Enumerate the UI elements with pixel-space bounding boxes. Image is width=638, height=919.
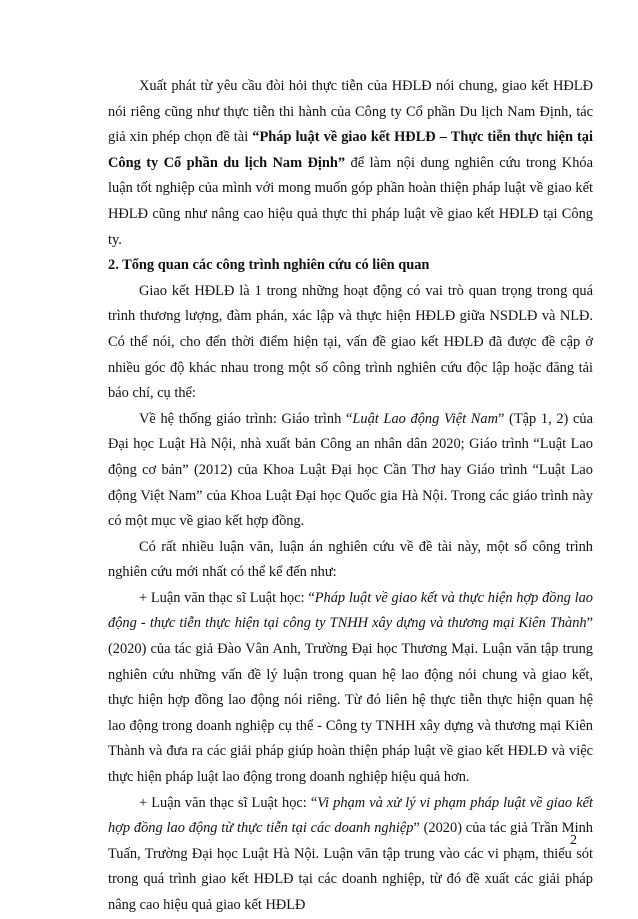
thesis-item-1-desc: ” (2020) của tác giả Đào Vân Anh, Trường Đại học Thương Mại. Luận văn tập trung nghiên cứu những vấn đề lý luận trong quan hệ lao động nói chung và giao kết, thực hiện hợp đồng lao động nói riêng. Từ đó liên hệ thực tiễn thực hiện quan hệ lao động trong doanh nghiệp cụ thể - Công ty TNHH xây dựng và thương mại Kiên Thành và đưa ra các giải pháp giúp hoàn thiện pháp luật về giao kết HĐLĐ và việc thực hiện pháp luật lao động trong doanh nghiệp hiệu quả hơn. bbox=[108, 615, 593, 786]
thesis-list-intro: Có rất nhiều luận văn, luận án nghiên cứu về đề tài này, một số công trình nghiên cứu mới nhất có thể kể đến như: bbox=[108, 538, 593, 581]
overview-paragraph: Giao kết HĐLĐ là 1 trong những hoạt động có vai trò quan trọng trong quá trình thương lượng, đàm phán, xác lập và thực hiện HĐLĐ giữa NSDLĐ và NLĐ. Có thể nói, cho đến thời điểm hiện tại, vấn đề giao kết HĐLĐ đã được đề cập ở nhiều góc độ khác nhau trong một số công trình nghiên cứu độc lập hoặc đăng tải báo chí, cụ thể: bbox=[108, 282, 593, 402]
textbook-title: Luật Lao động Việt Nam bbox=[352, 410, 498, 427]
thesis-title: “Pháp luật về giao kết HĐLĐ – Thực tiễn thực hiện tại Công ty Cổ phần du lịch Nam Định” bbox=[108, 129, 593, 171]
thesis-item-1-lead: + Luận văn thạc sĩ Luật học: “ bbox=[139, 589, 315, 606]
document-page bbox=[108, 74, 593, 919]
thesis-item-2 bbox=[108, 791, 593, 919]
textbook-paragraph bbox=[108, 407, 593, 535]
thesis-item-2-lead: + Luận văn thạc sĩ Luật học: “ bbox=[139, 794, 318, 811]
thesis-item-2-desc: ” (2020) của tác giả Trần Minh Tuấn, Trường Đại học Luật Hà Nội. Luận văn tập trung vào các vi phạm, thiếu sót trong quá trình giao kết HĐLĐ tại các doanh nghiệp, từ đó đề xuất các giải pháp nâng cao hiệu quả giao kết HĐLĐ bbox=[108, 820, 593, 913]
thesis-item-2-title: Vi phạm và xử lý vi phạm pháp luật về giao kết hợp đồng lao động từ thực tiễn tại các doanh nghiệp bbox=[108, 794, 594, 837]
section-heading: 2. Tổng quan các công trình nghiên cứu có liên quan bbox=[108, 257, 430, 274]
page-number: 2 bbox=[570, 833, 577, 848]
thesis-item-1 bbox=[108, 586, 593, 791]
textbook-text-cont: ” (Tập 1, 2) của Đại học Luật Hà Nội, nhà xuất bản Công an nhân dân 2020; Giáo trình “Luật Lao động cơ bản” (2012) của Khoa Luật Đại học Cần Thơ hay Giáo trình “Luật Lao động Việt Nam” của Khoa Luật Đại học Quốc gia Hà Nội. Trong các giáo trình này có một mục về giao kết hợp đồng. bbox=[108, 410, 593, 530]
textbook-text: Về hệ thống giáo trình: Giáo trình “ bbox=[139, 410, 353, 427]
thesis-item-1-title: Pháp luật về giao kết và thực hiện hợp đồng lao động - thực tiễn thực hiện tại công ty TNHH xây dựng và thương mại Kiên Thành bbox=[108, 589, 593, 632]
intro-text: Xuất phát từ yêu cầu đòi hỏi thực tiễn của HĐLĐ nói chung, giao kết HĐLĐ nói riêng cũng như thực tiễn thi hành của Công ty Cổ phần Du lịch Nam Định, tác giả xin phép chọn đề tài bbox=[108, 78, 593, 146]
intro-text-cont: để làm nội dung nghiên cứu trong Khóa luận tốt nghiệp của mình với mong muốn góp phần hoàn thiện pháp luật về giao kết HĐLĐ cũng như nâng cao hiệu quả thực thi pháp luật về giao kết HĐLĐ tại Công ty. bbox=[108, 154, 593, 248]
intro-paragraph bbox=[108, 74, 593, 253]
